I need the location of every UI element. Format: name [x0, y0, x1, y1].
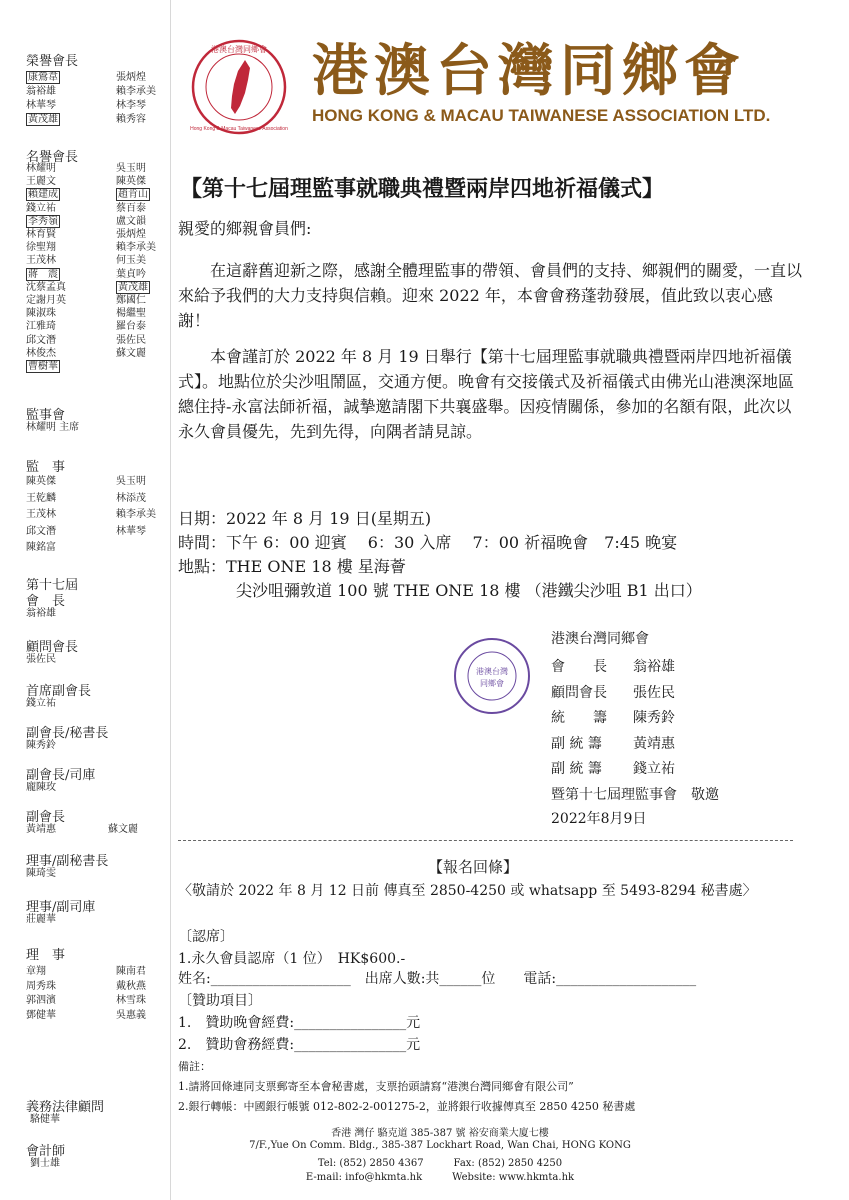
officer-name: 錢立祐 [26, 202, 56, 214]
officer-name: 林華琴 [116, 525, 146, 537]
officer-name: 郭泗濱 [26, 995, 56, 1006]
officer-name: 曹樹華 [28, 361, 58, 372]
signature-org: 港澳台灣同鄉會 [551, 631, 649, 647]
supervisor-heading: 監事會 [26, 408, 66, 423]
officer-name: 蔡百泰 [116, 202, 146, 214]
signature-title: 副 統 籌 [551, 735, 602, 752]
event-time: 時間：下午 6：00 迎賓 6：30 入席 7：00 祈福晚會 7:45 晚宴 [178, 533, 678, 552]
vice-first-heading: 首席副會長 [26, 684, 92, 699]
chair17-heading-2: 會 長 [26, 594, 66, 609]
svg-text:同鄉會: 同鄉會 [480, 679, 504, 688]
signature-title: 統 籌 [551, 710, 607, 727]
chair17-name: 翁裕雄 [26, 608, 56, 619]
officer-name: 邱文潛 [26, 525, 56, 537]
seat-heading: 〔認席〕 [178, 929, 234, 945]
signature-row [551, 758, 675, 778]
paragraph-invitation: 本會謹訂於 2022 年 8 月 19 日舉行【第十七屆理監事就職典禮暨兩岸四地祈福儀式】。地點位於尖沙咀鬧區，交通方便。晚會有交接儀式及祈福儀式由佛光山港澳深地區總住持-永富法師祈福，誠摯邀請閣下共襄盛舉。因疫情關係，參加的名額有限，此次以永久會員優先，先到先得，向隅者請見諒。 [178, 347, 795, 441]
officer-name: 吳惠義 [116, 1009, 146, 1021]
greeting: 親愛的鄉親會員們: [178, 219, 312, 238]
event-venue: 地點：THE ONE 18 樓 星海薈 [178, 557, 406, 576]
signature-title: 副 統 籌 [551, 761, 602, 778]
svg-text:Hong Kong & Macau Taiwanese As: Hong Kong & Macau Taiwanese Association [190, 126, 288, 132]
officer-name: 賴建成 [28, 189, 58, 201]
officer-name: 張佐民 [116, 334, 146, 346]
association-name-zh: 港澳台灣同鄉會 [312, 38, 746, 104]
officer-name: 鄭國仁 [116, 295, 146, 306]
seat-item[interactable]: 1.永久會員認席（1 位） HK$600.- [178, 951, 406, 967]
accountant-name: 劉士雄 [30, 1158, 60, 1169]
footer-address-zh: 香港 灣仔 駱克道 385-387 號 裕安商業大廈七樓 [331, 1128, 549, 1139]
footer-phone: Tel: (852) 2850 4367 Fax: (852) 2850 4250 [317, 1158, 563, 1169]
officer-name: 盧文韻 [116, 215, 146, 227]
officer-name: 葉貞吟 [116, 268, 146, 280]
officer-name: 康鶯韋 [28, 72, 58, 83]
legal-heading: 義務法律顧問 [26, 1100, 105, 1115]
association-seal-logo [190, 38, 288, 136]
dir-treas-heading: 理事/副司庫 [26, 900, 96, 915]
officer-name: 邱文潛 [26, 334, 56, 346]
officer-name: 鄧健華 [26, 1009, 56, 1021]
officer-name: 徐聖翔 [26, 242, 56, 254]
officer-name: 王乾麟 [26, 492, 56, 504]
officer-name: 陳英傑 [26, 476, 56, 487]
officer-name: 陳銘富 [26, 542, 56, 553]
sponsor-affairs-field[interactable]: 2. 贊助會務經費:________________元 [178, 1037, 421, 1053]
sponsor-gala-field[interactable]: 1. 贊助晚會經費:________________元 [178, 1015, 421, 1031]
officer-name: 賴李承美 [116, 242, 156, 254]
officer-name: 蔣 震 [28, 268, 58, 280]
officer-name: 陳英傑 [116, 176, 146, 188]
sidebar-officers [0, 0, 168, 1200]
officer-name: 林耀明 [26, 163, 56, 174]
sidebar-divider [170, 0, 171, 1200]
advisor-heading: 顧問會長 [26, 640, 79, 655]
footer-address-en: 7/F.,Yue On Comm. Bldg., 385-387 Lockhart Road, Wan Chai, HONG KONG [249, 1140, 631, 1151]
officer-name: 賴李承美 [116, 86, 156, 97]
vice-treas-name: 龐陳玫 [26, 782, 56, 793]
officer-name: 王麗文 [26, 176, 56, 188]
officer-name: 何玉美 [116, 255, 146, 267]
officer-name: 林華琴 [26, 100, 56, 111]
page-title: 【第十七屆理監事就職典禮暨兩岸四地祈福儀式】 [180, 176, 665, 202]
officer-name: 陳南君 [116, 966, 146, 977]
officer-name: 賴秀容 [116, 114, 146, 125]
dir-sec-name: 陳琦雯 [26, 868, 56, 879]
signature-name: 陳秀鈴 [633, 710, 675, 727]
footer-contact: E-mail: info@hkmta.hk Website: www.hkmta.hk [305, 1172, 575, 1183]
legal-name: 駱健華 [30, 1114, 60, 1125]
association-name-en: HONG KONG & MACAU TAIWANESE ASSOCIATION LTD. [312, 106, 771, 125]
chair17-heading: 第十七屆 [26, 578, 79, 593]
vice-sec-name: 陳秀鈴 [26, 740, 56, 751]
officer-name: 林育賢 [26, 229, 56, 240]
signature-row [551, 733, 675, 753]
vice-first-name: 錢立祐 [26, 698, 56, 709]
signature-title: 會 長 [551, 659, 607, 675]
officer-name: 章翔 [26, 966, 46, 977]
signature-row [551, 707, 675, 727]
paragraph-thanks: 在這辭舊迎新之際，感謝全體理監事的帶領、會員們的支持、鄉親們的關愛，一直以來給予我們的大力支持與信賴。迎來 2022 年，本會會務蓬勃發展，值此致以衷心感謝！ [178, 261, 803, 330]
form-notice: 〈敬請於 2022 年 8 月 12 日前 傳真至 2850-4250 或 whatsapp 至 5493-8294 秘書處〉 [178, 883, 757, 899]
officer-name: 王茂林 [26, 255, 56, 267]
officer-name: 戴秋燕 [116, 980, 146, 992]
supervisor-chief: 林耀明 主席 [26, 422, 80, 433]
officer-name: 蘇文麗 [116, 347, 146, 359]
signature-closing: 暨第十七屆理監事會 敬邀 [551, 787, 719, 803]
form-title: 【報名回條】 [428, 858, 519, 876]
officer-name: 江雅琦 [26, 321, 56, 333]
vice-name: 黃靖惠 [26, 824, 56, 835]
officer-name: 定謝月英 [26, 295, 66, 306]
officer-name: 林俊杰 [26, 347, 56, 359]
cut-line [178, 840, 793, 841]
signature-row [551, 682, 675, 702]
accountant-heading: 會計師 [26, 1144, 66, 1159]
event-date: 日期：2022 年 8 月 19 日(星期五) [178, 509, 432, 528]
signature-name: 翁裕雄 [633, 659, 675, 675]
dir-sec-heading: 理事/副秘書長 [26, 854, 109, 869]
honor-chair-heading: 榮譽會長 [26, 54, 79, 69]
officer-name: 王茂林 [26, 509, 56, 520]
signature-name: 張佐民 [633, 684, 675, 701]
officer-name: 周秀珠 [26, 980, 56, 992]
hon-chair-heading: 名譽會長 [26, 150, 79, 165]
officer-name: 陳淑珠 [26, 308, 56, 320]
note-heading: 備註： [178, 1060, 211, 1073]
supervisors-heading: 監 事 [26, 460, 66, 475]
event-address: 尖沙咀彌敦道 100 號 THE ONE 18 樓 （港鐵尖沙咀 B1 出口） [236, 581, 702, 600]
officer-name: 張炳煌 [116, 229, 146, 240]
association-stamp [452, 636, 532, 716]
vice-treas-heading: 副會長/司庫 [26, 768, 96, 783]
officer-name: 張炳煌 [116, 72, 146, 83]
sponsor-heading: 〔贊助項目〕 [178, 993, 262, 1009]
registrant-fields[interactable]: 姓名:____________________ 出席人數:共______位 電話:____________________ [178, 971, 697, 987]
signature-title: 顧問會長 [551, 684, 607, 701]
advisor-name: 張佐民 [26, 654, 56, 665]
note-line: 1.請將回條連同支票郵寄至本會秘書處，支票抬頭請寫“港澳台灣同鄉會有限公司” [178, 1080, 574, 1093]
officer-name: 林添茂 [116, 492, 146, 504]
officer-name: 黃茂雄 [28, 114, 58, 125]
directors-heading: 理 事 [26, 948, 66, 963]
note-line: 2.銀行轉帳：中國銀行帳號 012-802-2-001275-2，並將銀行收據傳真至 2850 4250 秘書處 [178, 1100, 636, 1113]
officer-name: 翁裕雄 [26, 86, 56, 97]
officer-name: 林雪珠 [116, 995, 146, 1006]
vice-heading: 副會長 [26, 810, 66, 825]
vice-sec-heading: 副會長/秘書長 [26, 726, 109, 741]
officer-name: 楊繼聖 [116, 308, 146, 320]
vice-name: 蘇文麗 [108, 824, 138, 835]
signature-name: 錢立祐 [633, 761, 675, 778]
signature-row [551, 656, 675, 676]
officer-name: 趙肯山 [118, 189, 148, 201]
officer-name: 吳玉明 [116, 476, 146, 487]
officer-name: 李秀嶺 [28, 215, 58, 227]
officer-name: 林李琴 [116, 100, 146, 111]
signature-date: 2022年8月9日 [551, 811, 647, 827]
officer-name: 黃茂雄 [118, 281, 148, 293]
officer-name: 沈蔡孟真 [26, 281, 66, 293]
officer-name: 賴李承美 [116, 509, 156, 520]
signature-name: 黃靖惠 [633, 735, 675, 752]
officer-name: 羅台泰 [116, 321, 146, 333]
svg-text:港澳台灣: 港澳台灣 [476, 667, 508, 676]
svg-text:港澳台灣同鄉會: 港澳台灣同鄉會 [211, 45, 267, 54]
dir-treas-name: 莊麗華 [26, 914, 56, 925]
officer-name: 吳玉明 [116, 163, 146, 174]
